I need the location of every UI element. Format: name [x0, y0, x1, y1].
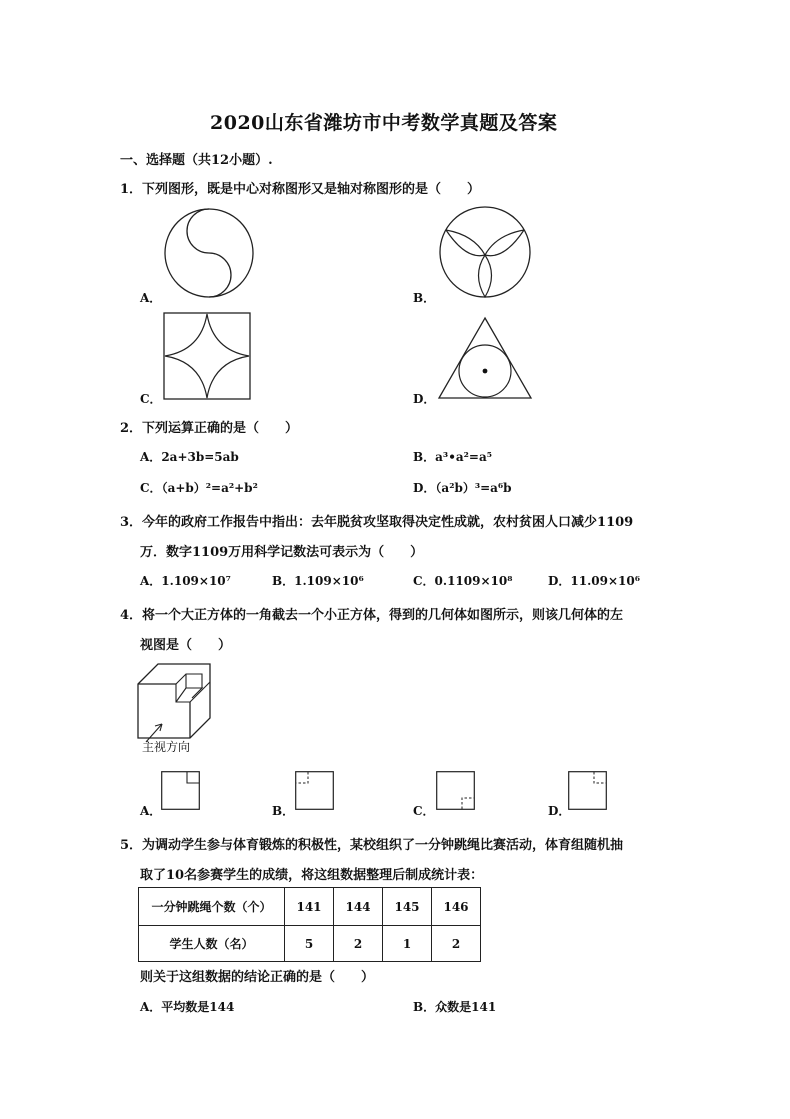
- q4-line1: 4．将一个大正方体的一角截去一个小正方体，得到的几何体如图所示，则该几何体的左: [120, 608, 624, 623]
- q2-option-d-label: D．: [413, 481, 436, 495]
- table-cell: 2: [334, 926, 383, 962]
- q4-label-b[interactable]: B．: [272, 804, 295, 818]
- q2-option-b-label: B．: [413, 450, 436, 464]
- table-cell: 144: [334, 888, 383, 926]
- q1-label-a[interactable]: A．: [140, 291, 162, 305]
- q4-figure-b: [295, 771, 334, 810]
- q1-figure-a: [163, 207, 255, 299]
- q2-option-b-text: a³•a²=a⁵: [435, 450, 492, 464]
- q2-option-c-text: （a+b）²=a²+b²: [161, 481, 258, 495]
- q3-option-b[interactable]: B．1.109×10⁶: [272, 574, 364, 588]
- q2-option-a-label: A．: [140, 450, 162, 464]
- q4-figure-c: [436, 771, 475, 810]
- q4-direction-label: 主视方向: [142, 740, 191, 754]
- q1-label-c[interactable]: C．: [140, 392, 162, 406]
- q2-option-c[interactable]: [140, 479, 258, 496]
- q2-option-a-text: 2a+3b=5ab: [161, 450, 239, 464]
- q3-line1: 3．今年的政府工作报告中指出：去年脱贫攻坚取得决定性成就，农村贫困人口减少1109: [120, 515, 634, 530]
- q5-line2: 取了10名参赛学生的成绩，将这组数据整理后制成统计表：: [140, 868, 484, 883]
- section-heading: 一、选择题（共12小题）.: [120, 153, 273, 168]
- q4-figure-a: [161, 771, 200, 810]
- table-cell: 2: [432, 926, 481, 962]
- q2-option-d[interactable]: [413, 479, 512, 496]
- q4-label-c[interactable]: C．: [413, 804, 435, 818]
- q2-option-a[interactable]: [140, 448, 239, 465]
- q3-option-c[interactable]: C．0.1109×10⁸: [413, 574, 513, 588]
- q5-question: 则关于这组数据的结论正确的是（ ）: [140, 970, 375, 985]
- q2-option-c-label: C．: [140, 481, 162, 495]
- q1-label-d[interactable]: D．: [413, 392, 436, 406]
- q3-option-a[interactable]: A．1.109×10⁷: [140, 574, 231, 588]
- q1-figure-d: [437, 316, 533, 400]
- q3-option-d[interactable]: D．11.09×10⁶: [548, 574, 640, 588]
- table-cell: 141: [285, 888, 334, 926]
- q4-label-d[interactable]: D．: [548, 804, 571, 818]
- q2-stem: 2．下列运算正确的是（ ）: [120, 421, 299, 436]
- table-row: [139, 926, 481, 962]
- q5-line1: 5．为调动学生参与体育锻炼的积极性，某校组织了一分钟跳绳比赛活动，体育组随机抽: [120, 838, 624, 853]
- table-header-jump-count: 一分钟跳绳个数（个）: [139, 888, 285, 926]
- q4-label-a[interactable]: A．: [140, 804, 162, 818]
- table-cell: 5: [285, 926, 334, 962]
- q1-stem: 1．下列图形，既是中心对称图形又是轴对称图形的是（ ）: [120, 182, 481, 197]
- q2-option-b[interactable]: [413, 448, 492, 465]
- q4-figure-d: [568, 771, 607, 810]
- table-cell: 1: [383, 926, 432, 962]
- q5-option-b[interactable]: B．众数是141: [413, 1000, 497, 1014]
- q1-figure-b: [438, 205, 532, 299]
- table-row: [139, 888, 481, 926]
- q4-line2: 视图是（ ）: [140, 638, 232, 653]
- q4-cube-figure: [136, 662, 216, 744]
- q5-stats-table: [138, 887, 481, 962]
- table-header-students: 学生人数（名）: [139, 926, 285, 962]
- page-title: 2020山东省潍坊市中考数学真题及答案: [210, 112, 558, 134]
- table-cell: 146: [432, 888, 481, 926]
- q2-option-d-text: （a²b）³=a⁶b: [435, 481, 512, 495]
- q1-label-b[interactable]: B．: [413, 291, 436, 305]
- q3-line2: 万．数字1109万用科学记数法可表示为（ ）: [140, 545, 424, 560]
- q5-option-a[interactable]: A．平均数是144: [140, 1000, 235, 1014]
- table-cell: 145: [383, 888, 432, 926]
- q1-figure-c: [163, 312, 251, 400]
